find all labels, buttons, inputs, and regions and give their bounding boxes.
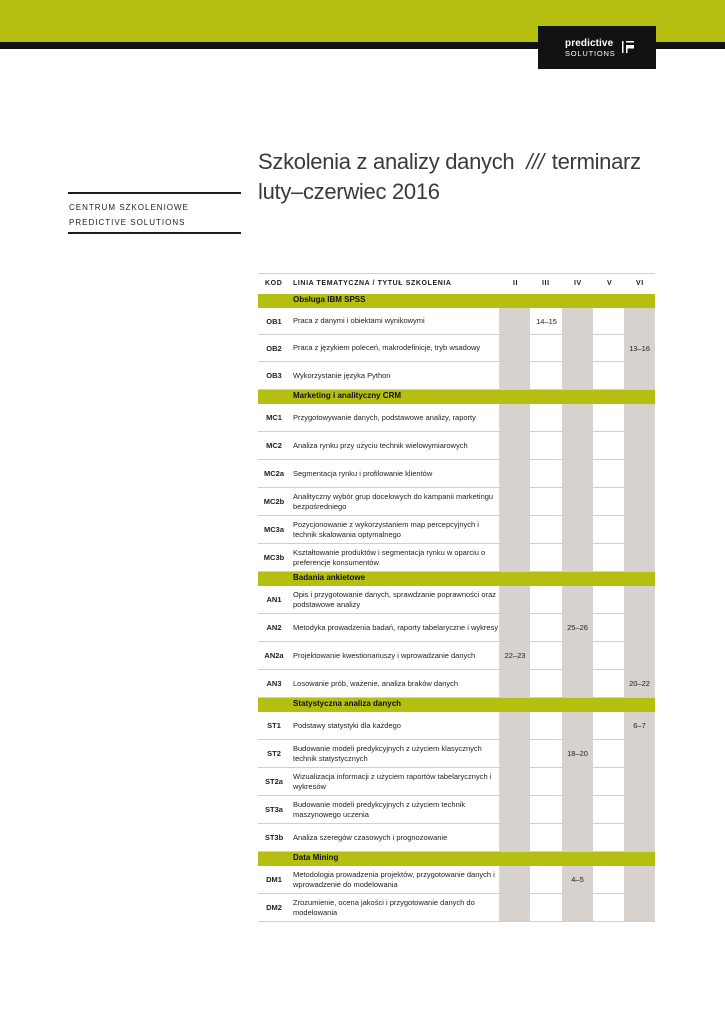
course-title: Pozycjonowanie z wykorzystaniem map percepcyjnych i technik skalowania optymalnego <box>293 520 479 539</box>
date-cell <box>531 824 562 851</box>
course-title: Praca z danymi i obiektami wynikowymi <box>293 316 425 326</box>
date-cell <box>562 642 593 669</box>
column-divider <box>654 544 655 571</box>
section-band <box>258 852 655 866</box>
table-row <box>258 670 655 698</box>
header-month: IV <box>574 280 582 287</box>
date-cell <box>624 460 655 487</box>
page-title <box>258 147 641 207</box>
column-divider <box>499 335 500 361</box>
date-cell <box>500 335 530 361</box>
date-cell <box>562 824 593 851</box>
date-cell <box>593 460 624 487</box>
header-month: VI <box>636 280 644 287</box>
date-cell <box>624 894 655 921</box>
date-cell <box>531 642 562 669</box>
course-title: Analiza rynku przy użyciu technik wielowymiarowych <box>293 440 468 450</box>
column-divider <box>654 460 655 487</box>
date-cell <box>500 614 530 641</box>
date-cell <box>500 824 530 851</box>
column-divider <box>654 670 655 697</box>
header-topic: LINIA TEMATYCZNA / TYTUŁ SZKOLENIA <box>293 280 452 287</box>
logo-text <box>565 39 616 58</box>
date-cell <box>562 404 593 431</box>
header-month: V <box>607 280 613 287</box>
table-row <box>258 488 655 516</box>
date-cell <box>531 516 562 543</box>
date-cell <box>531 460 562 487</box>
column-divider <box>499 642 500 669</box>
course-code: DM2 <box>266 903 282 912</box>
column-divider <box>499 404 500 431</box>
date-cell <box>593 894 624 921</box>
table-row <box>258 894 655 922</box>
table-row <box>258 460 655 488</box>
date-cell <box>531 712 562 739</box>
course-title: Przygotowywanie danych, podstawowe analizy, raporty <box>293 412 476 422</box>
course-code: ST1 <box>267 721 281 730</box>
column-divider <box>499 544 500 571</box>
date-cell <box>593 516 624 543</box>
date-cell <box>624 544 655 571</box>
column-divider <box>499 670 500 697</box>
column-divider <box>499 866 500 893</box>
table-body <box>258 294 655 922</box>
sidebar-line1: CENTRUM SZKOLENIOWE <box>69 203 189 212</box>
date-cell <box>531 740 562 767</box>
table-row <box>258 516 655 544</box>
title-part1: Szkolenia z analizy danych <box>258 149 515 174</box>
column-divider <box>654 866 655 893</box>
date-cell <box>500 768 530 795</box>
date-cell <box>624 404 655 431</box>
column-divider <box>499 432 500 459</box>
column-divider <box>499 768 500 795</box>
column-divider <box>654 432 655 459</box>
course-title: Wykorzystanie języka Python <box>293 370 391 380</box>
date-cell <box>593 824 624 851</box>
date-cell <box>624 362 655 389</box>
course-title: Wizualizacja informacji z użyciem raportów tabelarycznych i wykresów <box>293 772 492 791</box>
date-cell <box>593 362 624 389</box>
date-cell <box>562 308 593 334</box>
course-code: MC1 <box>266 413 282 422</box>
date-cell <box>624 824 655 851</box>
column-divider <box>499 824 500 851</box>
date-cell <box>500 894 530 921</box>
section-band <box>258 572 655 586</box>
date-cell <box>562 670 593 697</box>
course-code: OB1 <box>266 316 282 326</box>
date-cell <box>624 642 655 669</box>
date-cell <box>593 866 624 893</box>
column-divider <box>654 824 655 851</box>
column-divider <box>654 740 655 767</box>
course-title: Zrozumienie, ocena jakości i przygotowanie danych do modelowania <box>293 898 475 917</box>
column-divider <box>654 335 655 361</box>
date-cell <box>500 460 530 487</box>
date-cell <box>531 544 562 571</box>
title-line2: luty–czerwiec 2016 <box>258 179 440 204</box>
course-code: MC2 <box>266 441 282 450</box>
date-cell <box>500 712 530 739</box>
date-cell <box>500 670 530 697</box>
logo-line2: SOLUTIONS <box>565 49 616 58</box>
table-row <box>258 432 655 460</box>
course-code: OB2 <box>266 343 282 353</box>
date-cell <box>500 308 530 334</box>
date-cell <box>562 516 593 543</box>
section-title: Badania ankietowe <box>293 573 366 582</box>
date-cell <box>500 404 530 431</box>
table-row <box>258 796 655 824</box>
date-cell <box>562 768 593 795</box>
course-title: Segmentacja rynku i profilowanie klientów <box>293 468 433 478</box>
section-title: Marketing i analityczny CRM <box>293 391 402 400</box>
course-code: ST3b <box>264 833 284 842</box>
table-row <box>258 308 655 335</box>
date-cell <box>624 516 655 543</box>
date-cell <box>593 544 624 571</box>
date-cell <box>562 712 593 739</box>
date-cell: 20–22 <box>624 670 655 697</box>
column-divider <box>499 796 500 823</box>
course-title: Podstawy statystyki dla każdego <box>293 720 401 730</box>
date-cell <box>593 432 624 459</box>
date-cell <box>500 544 530 571</box>
column-divider <box>654 768 655 795</box>
date-cell <box>624 796 655 823</box>
date-cell <box>593 488 624 515</box>
section-band <box>258 294 655 308</box>
column-divider <box>499 614 500 641</box>
table-row <box>258 544 655 572</box>
date-cell <box>562 544 593 571</box>
date-cell <box>562 335 593 361</box>
table-row <box>258 740 655 768</box>
column-divider <box>654 712 655 739</box>
column-divider <box>654 488 655 515</box>
sidebar-text <box>69 200 189 230</box>
date-cell <box>531 768 562 795</box>
course-title: Budowanie modeli predykcyjnych z użyciem klasycznych technik statystycznych <box>293 744 482 763</box>
date-cell <box>500 516 530 543</box>
course-title: Metodyka prowadzenia badań, raporty tabelaryczne i wykresy <box>293 622 499 632</box>
date-cell <box>624 740 655 767</box>
column-divider <box>654 614 655 641</box>
sidebar-rule-bottom <box>68 232 241 234</box>
table-row <box>258 404 655 432</box>
date-cell <box>593 335 624 361</box>
column-divider <box>499 586 500 613</box>
table-row <box>258 362 655 390</box>
date-cell <box>562 488 593 515</box>
column-divider <box>499 362 500 389</box>
table-row <box>258 712 655 740</box>
date-cell <box>624 432 655 459</box>
course-title: Losowanie prób, ważenie, analiza braków danych <box>293 678 459 688</box>
date-cell: 22–23 <box>500 642 530 669</box>
column-divider <box>654 362 655 389</box>
date-cell <box>593 712 624 739</box>
date-cell <box>531 488 562 515</box>
course-code: DM1 <box>266 875 282 884</box>
date-cell: 13–16 <box>624 335 655 361</box>
date-cell <box>624 308 655 334</box>
column-divider <box>499 712 500 739</box>
date-cell <box>593 796 624 823</box>
title-separator: /// <box>526 149 544 174</box>
column-divider <box>654 516 655 543</box>
date-cell: 6–7 <box>624 712 655 739</box>
table-row <box>258 866 655 894</box>
table-row <box>258 614 655 642</box>
date-cell <box>562 796 593 823</box>
section-band <box>258 698 655 712</box>
course-title: Metodologia prowadzenia projektów, przygotowanie danych i wprowadzenie do modelowania <box>293 870 495 889</box>
course-title: Analityczny wybór grup docelowych do kampanii marketingu bezpośredniego <box>293 492 494 511</box>
course-title: Kształtowanie produktów i segmentacja rynku w oparciu o preferencje konsumentów <box>293 548 486 567</box>
date-cell: 25–26 <box>562 614 593 641</box>
section-band <box>258 390 655 404</box>
date-cell <box>624 768 655 795</box>
header-month: III <box>542 280 550 287</box>
date-cell <box>624 866 655 893</box>
date-cell <box>531 796 562 823</box>
date-cell <box>531 614 562 641</box>
date-cell <box>562 586 593 613</box>
date-cell <box>531 894 562 921</box>
date-cell <box>500 796 530 823</box>
date-cell <box>562 460 593 487</box>
course-code: AN2 <box>266 623 282 632</box>
date-cell <box>624 586 655 613</box>
column-divider <box>499 740 500 767</box>
course-code: MC3a <box>263 525 284 534</box>
column-divider <box>654 894 655 921</box>
course-code: ST3a <box>265 805 283 814</box>
course-code: ST2 <box>267 749 281 758</box>
table-row <box>258 642 655 670</box>
date-cell <box>593 614 624 641</box>
date-cell <box>593 404 624 431</box>
section-title: Obsługa IBM SPSS <box>293 295 366 304</box>
logo-line1: predictive <box>565 38 614 49</box>
date-cell <box>531 670 562 697</box>
date-cell <box>593 768 624 795</box>
sidebar-line2: PREDICTIVE SOLUTIONS <box>69 218 186 227</box>
date-cell <box>500 488 530 515</box>
date-cell <box>500 362 530 389</box>
date-cell <box>593 586 624 613</box>
table-row <box>258 824 655 852</box>
header-code: KOD <box>265 280 283 287</box>
date-cell <box>624 614 655 641</box>
date-cell <box>531 404 562 431</box>
date-cell <box>500 586 530 613</box>
column-divider <box>499 308 500 334</box>
column-divider <box>654 308 655 334</box>
date-cell <box>531 335 562 361</box>
table-row <box>258 335 655 362</box>
date-cell <box>593 670 624 697</box>
header-month: II <box>513 280 519 287</box>
date-cell <box>593 740 624 767</box>
column-divider <box>499 894 500 921</box>
course-title: Opis i przygotowanie danych, sprawdzanie poprawności oraz podstawowe analizy <box>293 590 497 609</box>
section-title: Data Mining <box>293 853 339 862</box>
course-code: MC3b <box>263 553 285 562</box>
course-code: AN3 <box>266 679 282 688</box>
course-code: MC2a <box>263 469 284 478</box>
course-code: AN1 <box>266 595 282 604</box>
schedule-table <box>258 273 655 922</box>
date-cell <box>593 642 624 669</box>
course-code: ST2a <box>265 777 283 786</box>
date-cell <box>531 586 562 613</box>
date-cell <box>500 432 530 459</box>
column-divider <box>654 796 655 823</box>
date-cell: 14–15 <box>536 316 557 326</box>
table-header <box>258 273 655 294</box>
date-cell <box>500 740 530 767</box>
column-divider <box>654 642 655 669</box>
course-title: Budowanie modeli predykcyjnych z użyciem technik maszynowego uczenia <box>293 800 466 819</box>
date-cell <box>593 308 624 334</box>
title-part2: terminarz <box>551 149 641 174</box>
course-code: OB3 <box>266 371 282 380</box>
date-cell <box>531 866 562 893</box>
column-divider <box>499 516 500 543</box>
course-title: Projektowanie kwestionariuszy i wprowadzanie danych <box>293 650 476 660</box>
date-cell <box>531 362 562 389</box>
date-cell <box>562 432 593 459</box>
date-cell <box>500 866 530 893</box>
section-title: Statystyczna analiza danych <box>293 699 402 708</box>
date-cell <box>531 432 562 459</box>
course-title: Analiza szeregów czasowych i prognozowanie <box>293 832 448 842</box>
date-cell <box>562 894 593 921</box>
table-row <box>258 586 655 614</box>
date-cell <box>624 488 655 515</box>
column-divider <box>499 488 500 515</box>
column-divider <box>499 460 500 487</box>
course-code: AN2a <box>264 651 284 660</box>
logo-mark-icon <box>622 41 634 53</box>
course-code: MC2b <box>263 497 285 506</box>
column-divider <box>654 586 655 613</box>
sidebar-rule-top <box>68 192 241 194</box>
date-cell <box>562 362 593 389</box>
column-divider <box>654 404 655 431</box>
date-cell: 4–5 <box>562 866 593 893</box>
date-cell: 18–20 <box>562 740 593 767</box>
table-row <box>258 768 655 796</box>
course-title: Praca z językiem poleceń, makrodefinicje, tryb wsadowy <box>293 343 481 353</box>
